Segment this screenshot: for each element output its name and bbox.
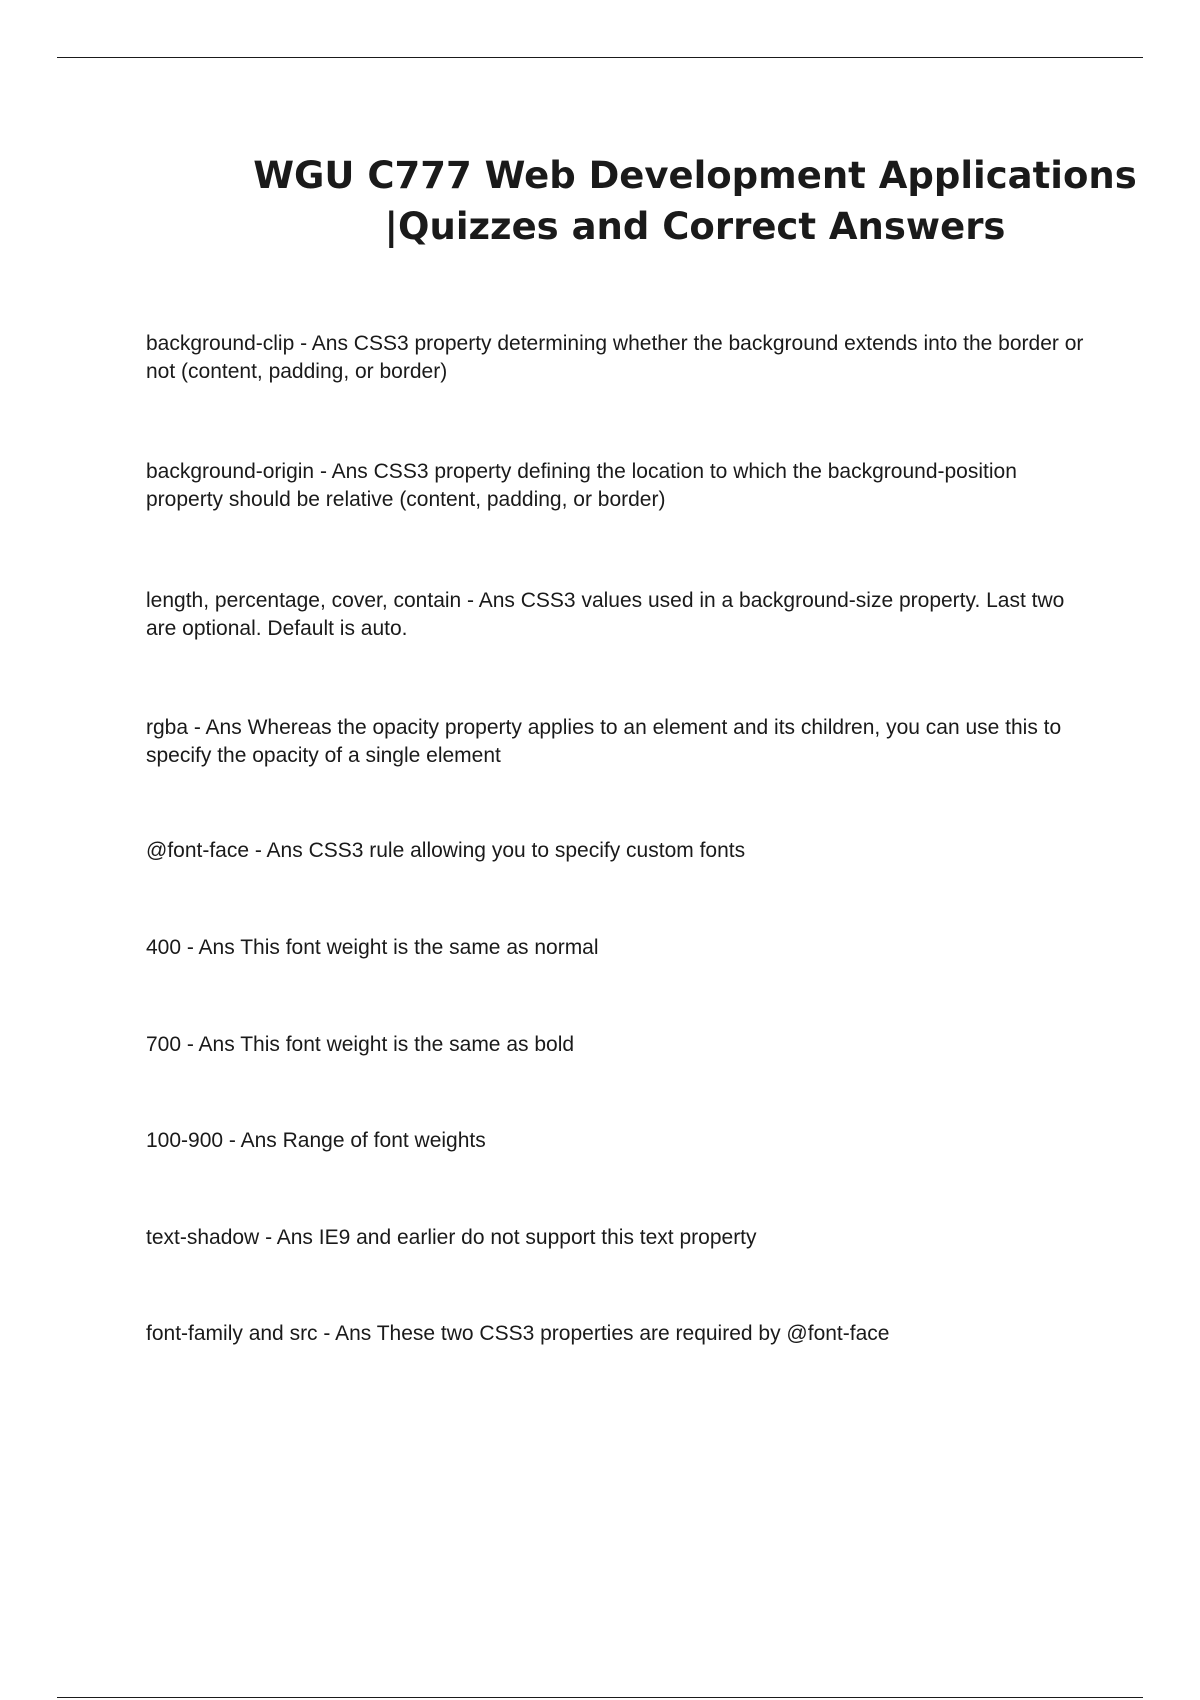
qa-answer: Range of font weights	[282, 1129, 486, 1152]
qa-item	[146, 587, 1096, 643]
qa-term: @font-face	[146, 839, 250, 862]
qa-answer: These two CSS3 properties are required by @font-face	[376, 1322, 890, 1345]
qa-term: background-clip	[146, 332, 295, 355]
qa-separator: - Ans	[181, 1033, 241, 1056]
qa-term: rgba	[146, 716, 189, 739]
qa-term: background-origin	[146, 460, 315, 483]
qa-answer: CSS3 values used in a background-size property. Last two are optional. Default is auto.	[146, 589, 1065, 640]
qa-item	[146, 1127, 1096, 1155]
qa-answer: IE9 and earlier do not support this text property	[318, 1226, 757, 1249]
title-line-2: |Quizzes and Correct Answers	[384, 205, 1006, 248]
qa-answer: CSS3 property determining whether the background extends into the border or not (content, padding, or border)	[146, 332, 1084, 383]
bottom-rule	[57, 1697, 1143, 1698]
qa-item	[146, 330, 1096, 386]
qa-separator: - Ans	[223, 1129, 283, 1152]
qa-answer: This font weight is the same as bold	[240, 1033, 575, 1056]
qa-term: length, percentage, cover, contain	[146, 589, 462, 612]
qa-item	[146, 1031, 1096, 1059]
qa-answer: This font weight is the same as normal	[240, 936, 599, 959]
qa-item	[146, 934, 1096, 962]
qa-item	[146, 837, 1096, 865]
qa-item	[146, 714, 1101, 770]
qa-answer: CSS3 property defining the location to which the background-position property should be relative (content, padding, or border)	[146, 460, 1017, 511]
qa-separator: - Ans	[314, 460, 374, 483]
qa-term: 100-900	[146, 1129, 224, 1152]
qa-separator: - Ans	[188, 716, 248, 739]
qa-item	[146, 1320, 1096, 1348]
qa-term: 700	[146, 1033, 182, 1056]
title-line-1: WGU C777 Web Development Applications	[253, 154, 1137, 197]
qa-separator: - Ans	[181, 936, 241, 959]
qa-item	[146, 458, 1096, 514]
qa-term: 400	[146, 936, 182, 959]
qa-separator: - Ans	[259, 1226, 319, 1249]
qa-separator: - Ans	[317, 1322, 377, 1345]
qa-separator: - Ans	[461, 589, 521, 612]
qa-term: text-shadow	[146, 1226, 260, 1249]
qa-answer: Whereas the opacity property applies to an element and its children, you can use this to specify the opacity of a single element	[146, 716, 1062, 767]
qa-separator: - Ans	[294, 332, 354, 355]
qa-item	[146, 1224, 1096, 1252]
qa-answer: CSS3 rule allowing you to specify custom fonts	[308, 839, 746, 862]
qa-term: font-family and src	[146, 1322, 318, 1345]
qa-separator: - Ans	[249, 839, 309, 862]
